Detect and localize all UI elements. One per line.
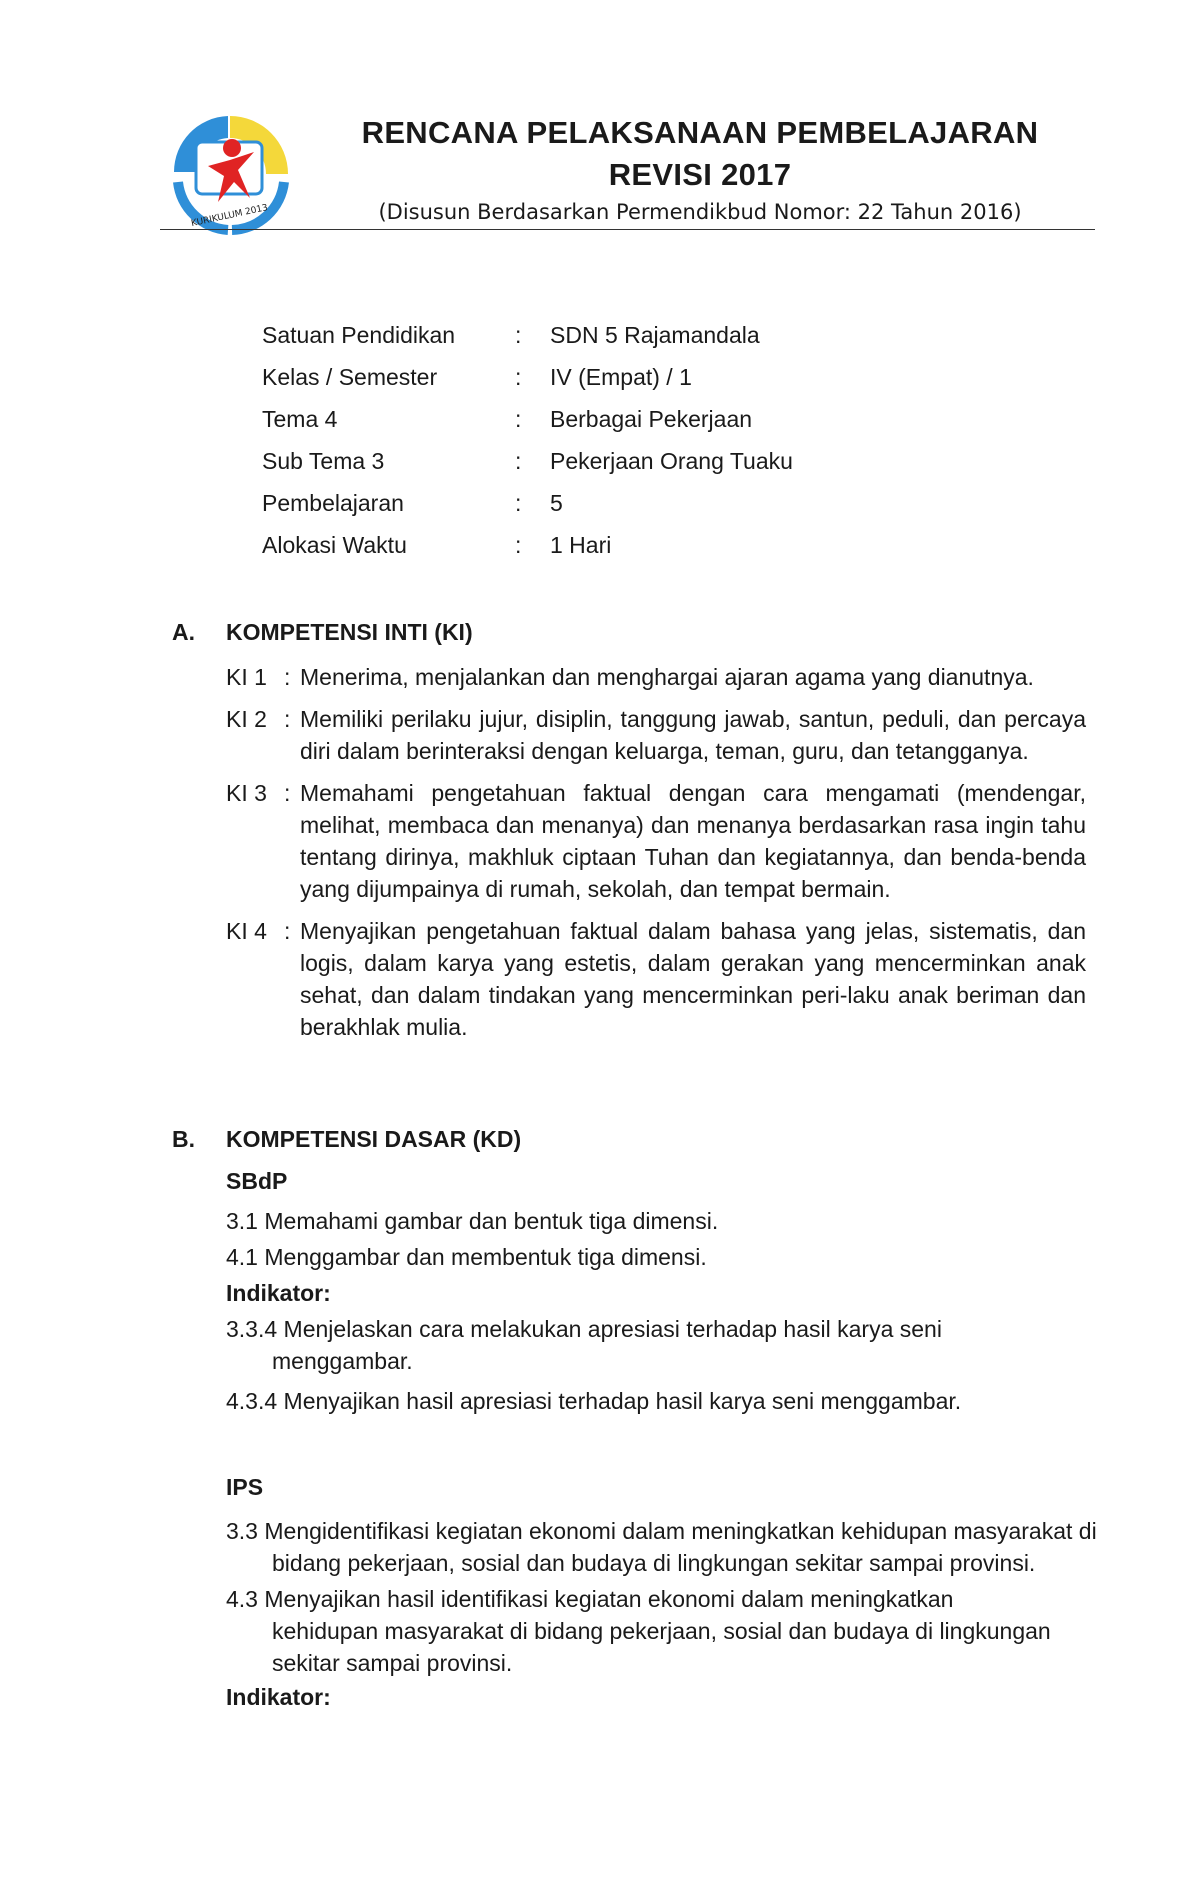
sbdp-indikator-label: Indikator: — [226, 1280, 331, 1306]
identity-label: Tema 4 — [262, 406, 338, 432]
ki-item — [226, 777, 1086, 905]
identity-row — [262, 448, 793, 490]
identity-label: Pembelajaran — [262, 490, 404, 516]
ki-code: KI 2 — [226, 706, 267, 732]
identity-label: Satuan Pendidikan — [262, 322, 456, 348]
identity-colon: : — [515, 532, 522, 558]
sbdp-kd-4-1: 4.1 Menggambar dan membentuk tiga dimensi. — [226, 1244, 707, 1270]
ki-item — [226, 703, 1086, 767]
sbdp-kd-3-1: 3.1 Memahami gambar dan bentuk tiga dimensi. — [226, 1208, 719, 1234]
ki-colon: : — [284, 664, 291, 690]
ki-code: KI 4 — [226, 918, 267, 944]
ki-text: Menerima, menjalankan dan menghargai ajaran agama yang dianutnya. — [300, 664, 1034, 690]
ki-text: Memiliki perilaku jujur, disiplin, tanggung jawab, santun, peduli, dan percaya diri dalam berinteraksi dengan keluarga, teman, guru, dan tetangganya. — [300, 706, 1086, 764]
identity-value: Pekerjaan Orang Tuaku — [550, 448, 793, 474]
ips-indikator-label: Indikator: — [226, 1684, 331, 1710]
sbdp-block — [226, 1165, 1086, 1417]
identity-value: 5 — [550, 490, 563, 516]
identity-value: SDN 5 Rajamandala — [550, 322, 760, 348]
document-subtitle: (Disusun Berdasarkan Permendikbud Nomor: 22 Tahun 2016) — [378, 200, 1022, 224]
sbdp-indikator-4-3-4: 4.3.4 Menyajikan hasil apresiasi terhadap hasil karya seni menggambar. — [226, 1388, 962, 1414]
ips-block — [226, 1471, 1097, 1713]
section-letter: A. — [172, 619, 195, 645]
ips-heading: IPS — [226, 1474, 264, 1500]
document-title: RENCANA PELAKSANAAN PEMBELAJARAN — [361, 115, 1039, 150]
identity-label: Alokasi Waktu — [262, 532, 407, 558]
identity-row — [262, 490, 793, 532]
ki-colon: : — [284, 706, 291, 732]
ki-colon: : — [284, 780, 291, 806]
ki-colon: : — [284, 918, 291, 944]
identity-colon: : — [515, 406, 522, 432]
ki-list — [226, 661, 1086, 1053]
section-letter: B. — [172, 1126, 195, 1152]
logo-text: KURIKULUM 2013 — [190, 203, 269, 230]
ki-text: Menyajikan pengetahuan faktual dalam bahasa yang jelas, sistematis, dan logis, dalam karya yang estetis, dalam gerakan yang mencerminkan anak sehat, dan dalam tindakan yang mencerminkan peri-laku anak beriman dan berakhlak mulia. — [300, 918, 1086, 1040]
identity-row — [262, 532, 793, 574]
ki-code: KI 1 — [226, 664, 267, 690]
ki-text: Memahami pengetahuan faktual dengan cara mengamati (mendengar, melihat, membaca dan menanya) dan menanya berdasarkan rasa ingin tahu tentang dirinya, makhluk ciptaan Tuhan dan kegiatannya, dan benda-benda yang dijumpainya di rumah, sekolah, dan tempat bermain. — [300, 780, 1086, 902]
section-title: KOMPETENSI DASAR (KD) — [226, 1126, 522, 1152]
identity-row — [262, 364, 793, 406]
identity-value: IV (Empat) / 1 — [550, 364, 692, 390]
identity-table — [262, 322, 793, 574]
identity-value: 1 Hari — [550, 532, 612, 558]
kurikulum-2013-logo — [168, 112, 292, 236]
ki-item — [226, 661, 1086, 693]
ki-code: KI 3 — [226, 780, 267, 806]
section-title: KOMPETENSI INTI (KI) — [226, 619, 473, 645]
identity-colon: : — [515, 322, 522, 348]
identity-label: Sub Tema 3 — [262, 448, 385, 474]
ips-kd-4-3: 4.3 Menyajikan hasil identifikasi kegiatan ekonomi dalam meningkatkan kehidupan masyarakat di bidang pekerjaan, sosial dan budaya di lingkungan sekitar sampai provinsi. — [226, 1586, 1051, 1676]
identity-row — [262, 406, 793, 448]
identity-colon: : — [515, 490, 522, 516]
identity-row — [262, 322, 793, 364]
document-revision: REVISI 2017 — [608, 157, 792, 192]
identity-colon: : — [515, 364, 522, 390]
ki-item — [226, 915, 1086, 1043]
ips-kd-3-3: 3.3 Mengidentifikasi kegiatan ekonomi dalam meningkatkan kehidupan masyarakat di bidang pekerjaan, sosial dan budaya di lingkungan sekitar sampai provinsi. — [226, 1518, 1097, 1576]
header-divider — [160, 229, 1095, 230]
identity-label: Kelas / Semester — [262, 364, 438, 390]
identity-colon: : — [515, 448, 522, 474]
sbdp-indikator-3-3-4: 3.3.4 Menjelaskan cara melakukan apresiasi terhadap hasil karya seni menggambar. — [226, 1316, 942, 1374]
identity-value: Berbagai Pekerjaan — [550, 406, 753, 432]
sbdp-heading: SBdP — [226, 1168, 288, 1194]
